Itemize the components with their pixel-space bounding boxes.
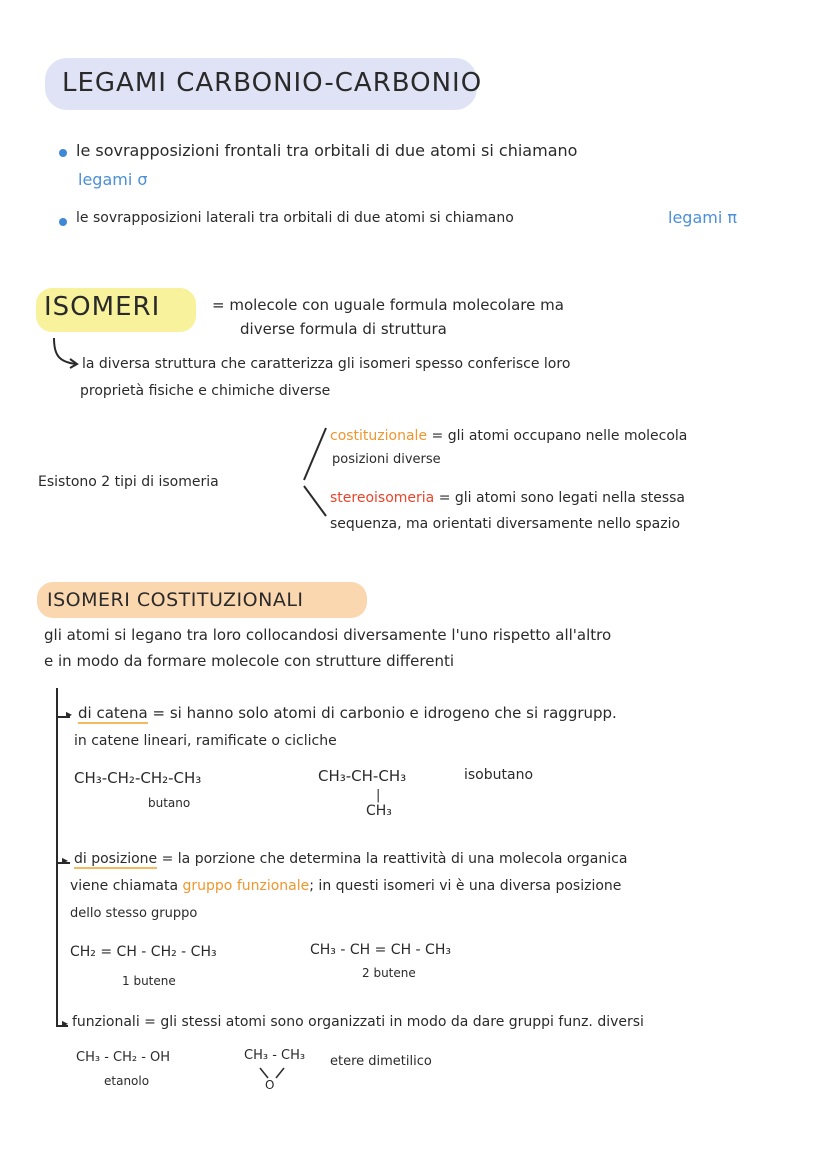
formula-etanolo: CH₃ - CH₂ - OH — [76, 1050, 171, 1065]
costituzionale-def-2: posizioni diverse — [332, 452, 441, 467]
stereoisomeria-term: stereoisomeria — [330, 490, 435, 506]
name-etere: etere dimetilico — [330, 1054, 432, 1069]
posizione-def-2a: viene chiamata — [70, 878, 179, 894]
formula-isobutano: CH₃-CH-CH₃ — [318, 767, 407, 785]
bullet-1-text: le sovrapposizioni frontali tra orbitali di due atomi si chiamano — [76, 141, 578, 160]
isomeri-heading: ISOMERI — [44, 292, 161, 322]
posizione-def-2 — [70, 878, 621, 894]
name-1-butene: 1 butene — [122, 974, 176, 988]
catena-row — [78, 704, 617, 722]
page-title: LEGAMI CARBONIO-CARBONIO — [62, 68, 483, 98]
costituzionali-heading: ISOMERI COSTITUZIONALI — [47, 589, 304, 611]
isomeri-definition-2: diverse formula di struttura — [240, 320, 447, 338]
name-isobutano: isobutano — [464, 767, 534, 783]
gruppo-funzionale-term: gruppo funzionale — [182, 878, 310, 894]
bullet-2-term: legami π — [668, 208, 737, 227]
hook-arrow-icon — [48, 336, 84, 370]
costituzionale-def: = gli atomi occupano nelle molecola — [431, 428, 688, 444]
costituzionale-row — [330, 428, 687, 444]
isomeri-definition-1: = molecole con uguale formula molecolare ma — [212, 296, 564, 314]
catena-def-2: in catene lineari, ramificate o cicliche — [74, 733, 337, 749]
arrow-icon: ▸ — [62, 853, 69, 867]
stereoisomeria-def-2: sequenza, ma orientati diversamente nello spazio — [330, 516, 681, 532]
isomeri-note-1: la diversa struttura che caratterizza gli isomeri spesso conferisce loro — [82, 356, 571, 372]
bullet-dot — [59, 218, 67, 226]
catena-term: di catena — [78, 704, 148, 722]
formula-butano: CH₃-CH₂-CH₂-CH₃ — [74, 769, 202, 787]
costituzionali-intro-2: e in modo da formare molecole con strutture differenti — [44, 652, 454, 670]
stereoisomeria-def: = gli atomi sono legati nella stessa — [438, 490, 686, 506]
branch-lines — [300, 424, 330, 520]
stereoisomeria-row — [330, 490, 685, 506]
arrow-icon: ▸ — [62, 1016, 69, 1030]
formula-1-butene: CH₂ = CH - CH₂ - CH₃ — [70, 944, 217, 960]
name-etanolo: etanolo — [104, 1074, 150, 1088]
costituzionale-term: costituzionale — [330, 428, 428, 444]
arrow-icon: ▸ — [66, 707, 73, 721]
isobutano-bond: | — [376, 788, 381, 803]
isomeri-note-2: proprietà fisiche e chimiche diverse — [80, 383, 331, 399]
catena-def: = si hanno solo atomi di carbonio e idrogeno che si raggrupp. — [152, 704, 617, 722]
isomeria-types-label: Esistono 2 tipi di isomeria — [38, 474, 219, 490]
posizione-term: di posizione — [74, 851, 158, 867]
formula-2-butene: CH₃ - CH = CH - CH₃ — [310, 942, 451, 958]
formula-etere: CH₃ - CH₃ — [244, 1048, 306, 1063]
name-butano: butano — [148, 796, 191, 810]
bullet-2-text: le sovrapposizioni laterali tra orbitali di due atomi si chiamano — [76, 210, 514, 226]
posizione-def: = la porzione che determina la reattività di una molecola organica — [161, 851, 628, 867]
posizione-row — [74, 851, 627, 867]
bullet-dot — [59, 149, 67, 157]
tree-line — [56, 688, 58, 1026]
ether-oxygen: O — [265, 1078, 275, 1092]
formula-isobutano-branch: CH₃ — [366, 803, 392, 819]
bullet-1-term: legami σ — [78, 170, 148, 189]
posizione-def-2b: ; in questi isomeri vi è una diversa posizione — [309, 878, 622, 894]
posizione-def-3: dello stesso gruppo — [70, 906, 198, 921]
funzionali-def: funzionali = gli stessi atomi sono organizzati in modo da dare gruppi funz. diversi — [72, 1014, 644, 1030]
costituzionali-intro-1: gli atomi si legano tra loro collocandosi diversamente l'uno rispetto all'altro — [44, 626, 612, 644]
name-2-butene: 2 butene — [362, 966, 416, 980]
